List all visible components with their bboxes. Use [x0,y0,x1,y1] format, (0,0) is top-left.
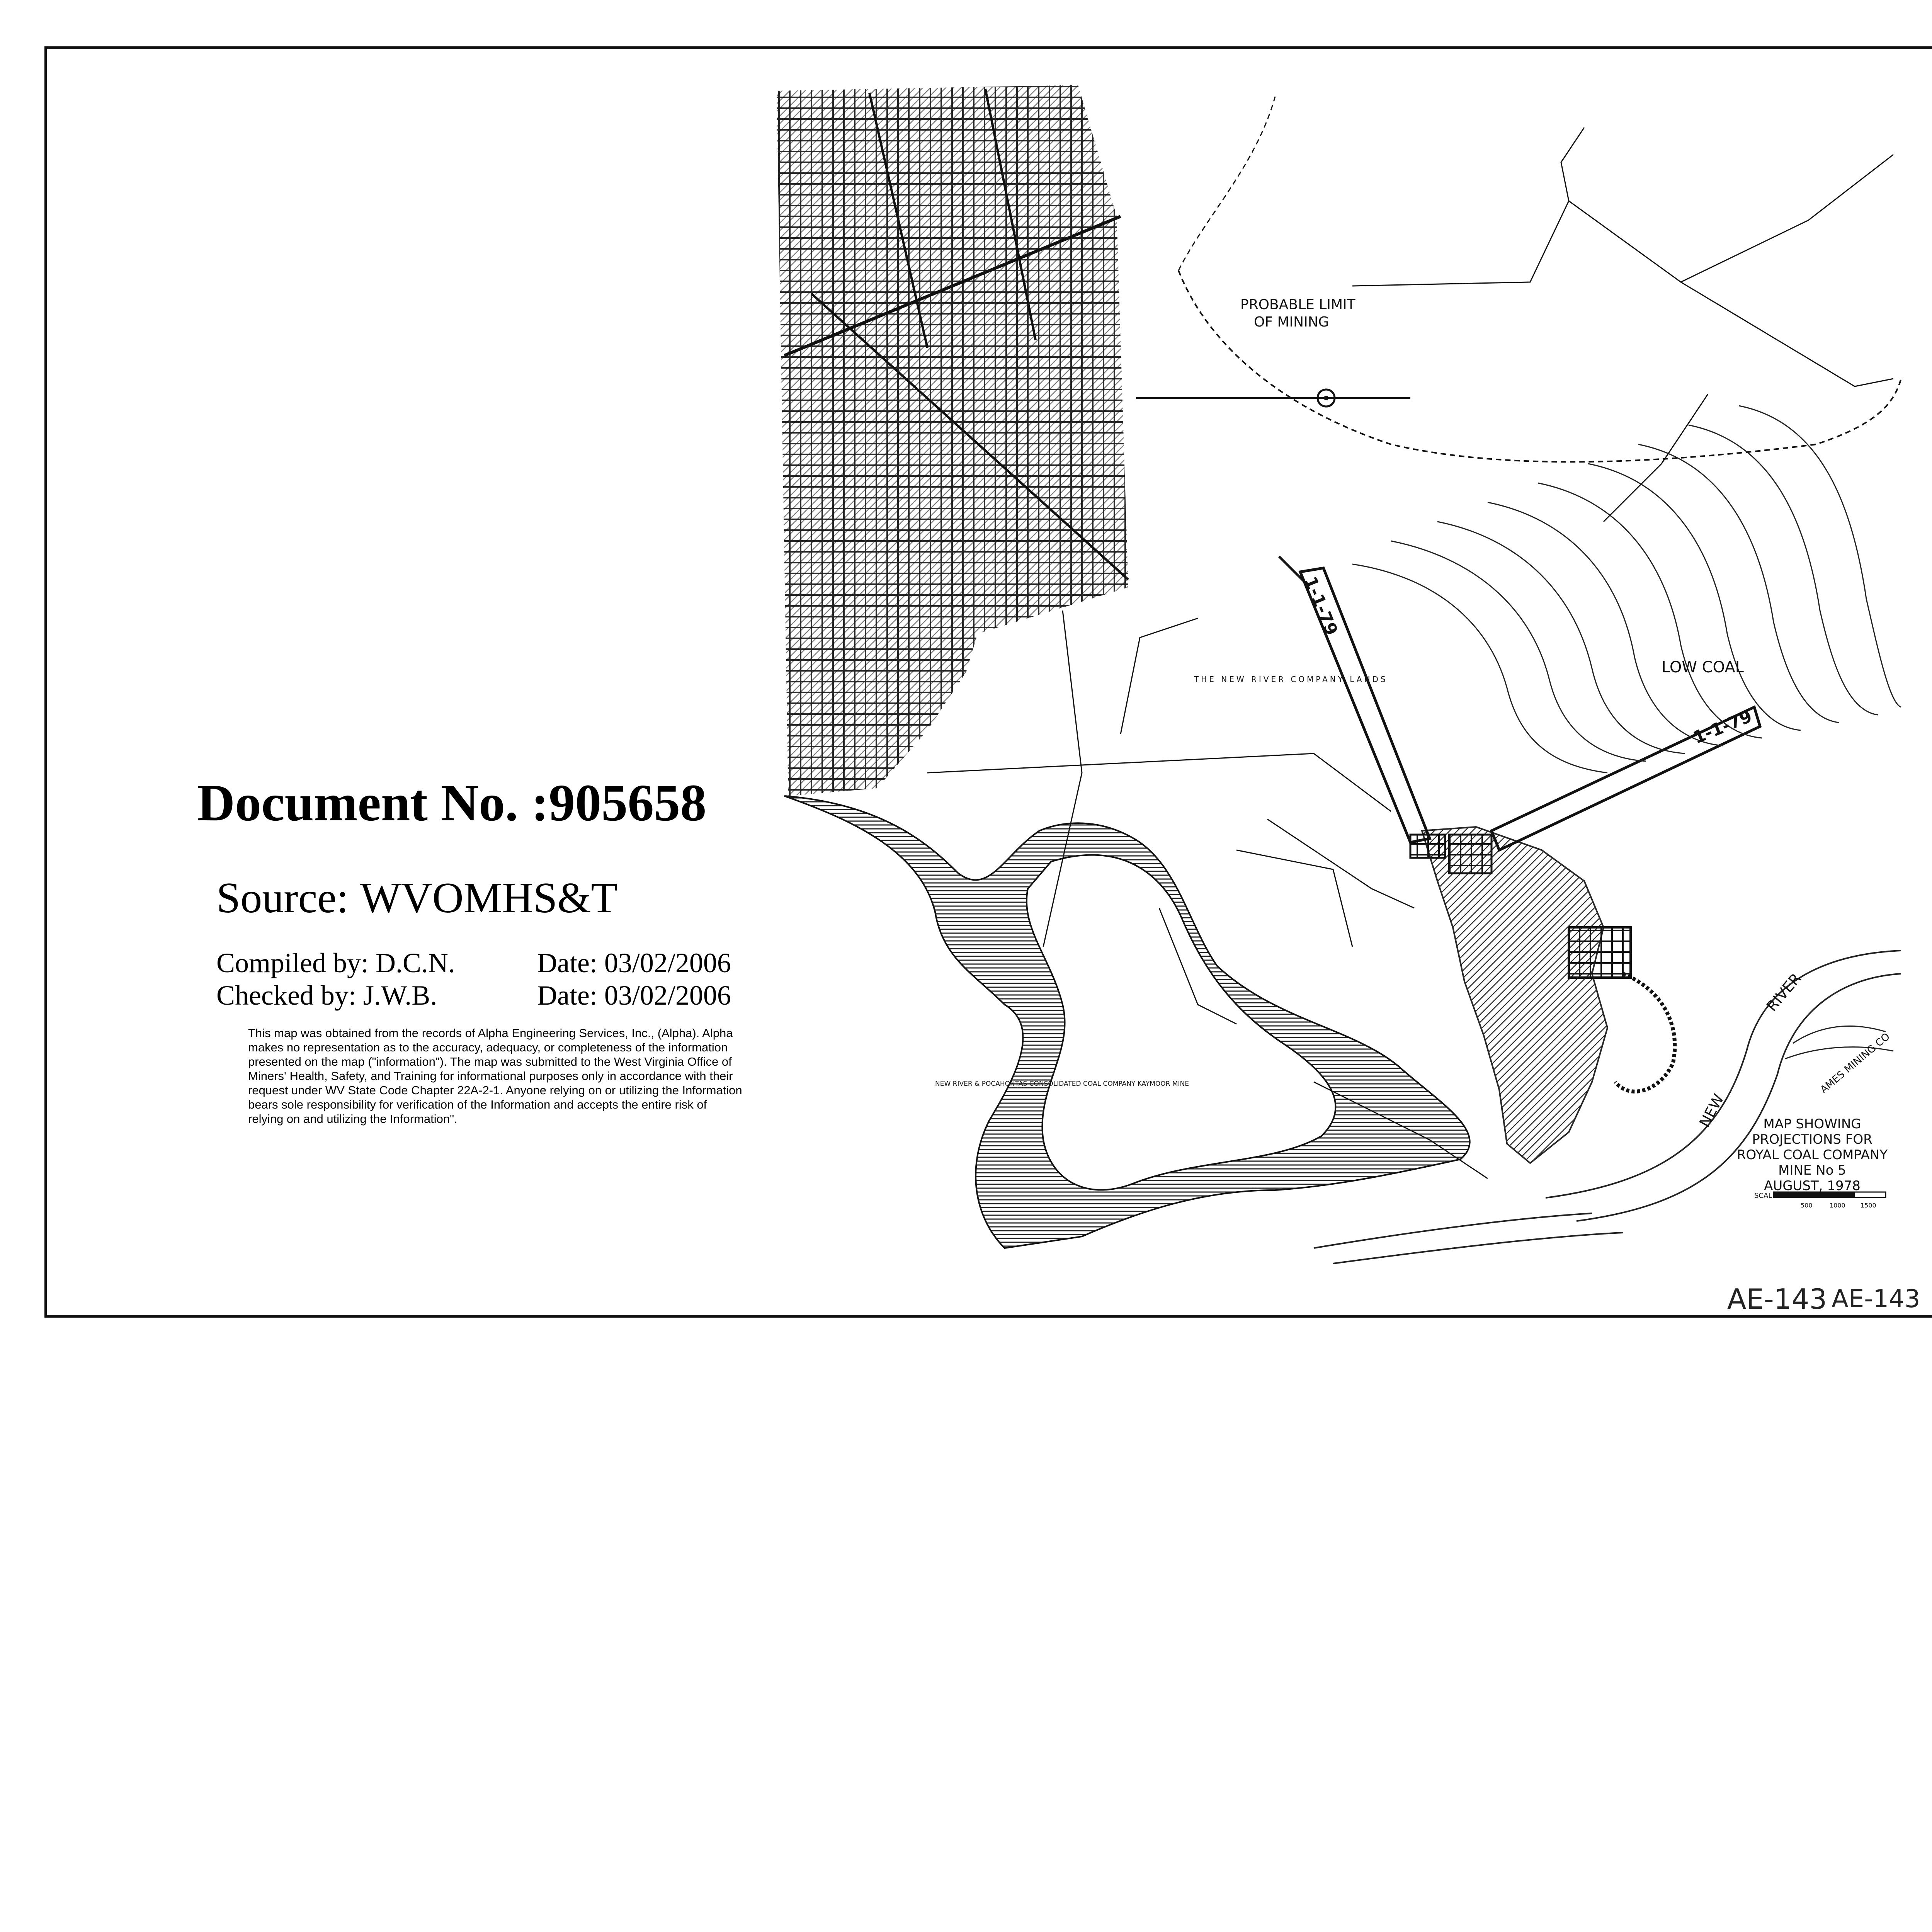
of-mining-label: OF MINING [1254,314,1329,330]
low-coal-label: LOW COAL [1662,658,1744,676]
map-title-line-3: ROYAL COAL COMPANY [1736,1147,1888,1163]
source-value: WVOMHS&T [360,874,617,922]
disclaimer-text: This map was obtained from the records of Alpha Engineering Services, Inc., (Alpha). Alpha makes no representation as to the accuracy, adequacy, or completeness of the information presented on the map ("information"). The map was submitted to the West Virginia Office of Miners' Health, Safety, and Training for informational purposes only in accordance with their request under WV State Code Chapter 22A-2-1. Anyone relying on or utilizing the Information bears sole responsibility for verification of the Information and accepts the entire risk of relying on and utilizing the Information". [248,1026,742,1126]
new-river-lands-label: THE NEW RIVER COMPANY LANDS [1194,675,1388,684]
handwritten-sheet-id: AE-143 [1727,1283,1827,1315]
river-label-new: NEW [1696,1091,1728,1130]
map-title-line-2: PROJECTIONS FOR [1752,1132,1872,1147]
document-info-block [197,774,777,1126]
source-label: Source: [216,874,349,922]
projection-entries [1279,556,1760,850]
river-label-river: RIVER [1763,970,1805,1015]
source-line [216,873,629,923]
checked-date: Date: 03/02/2006 [537,980,731,1011]
scale-tick-1000: 1000 [1830,1202,1845,1209]
old-mine-workings [777,85,1128,796]
credits [216,947,781,1012]
scale-tick-500: 500 [1801,1202,1813,1209]
projection-date-b: 1-1-79 [1690,706,1755,748]
scale-tick-1500: 1500 [1861,1202,1876,1209]
map-title-line-1: MAP SHOWING [1763,1116,1861,1132]
checked-by: Checked by: J.W.B. [216,980,437,1011]
kaymoor-label: NEW RIVER & POCAHONTAS CONSOLIDATED COAL COMPANY KAYMOOR MINE [935,1080,1189,1088]
checked-row [216,979,781,1012]
kaymoor-mine-area [784,796,1470,1248]
north-arrow [1136,389,1410,406]
ames-mining-label: AMES MINING CO [1818,1031,1892,1096]
map-title-line-4: MINE No 5 [1778,1163,1846,1178]
document-number: Document No. :905658 [197,774,707,832]
compiled-row [216,947,781,979]
compiled-by: Compiled by: D.C.N. [216,947,456,978]
probable-limit-label: PROBABLE LIMIT [1240,297,1355,313]
projection-date-a: 1-1-79 [1300,574,1342,638]
scale-label: SCALE: [1754,1192,1779,1200]
property-line [1179,97,1275,270]
compiled-date: Date: 03/02/2006 [537,947,731,978]
map-title-line-5: AUGUST, 1978 [1764,1178,1861,1194]
handwritten-sheet-id-2: AE-143 [1832,1285,1920,1313]
